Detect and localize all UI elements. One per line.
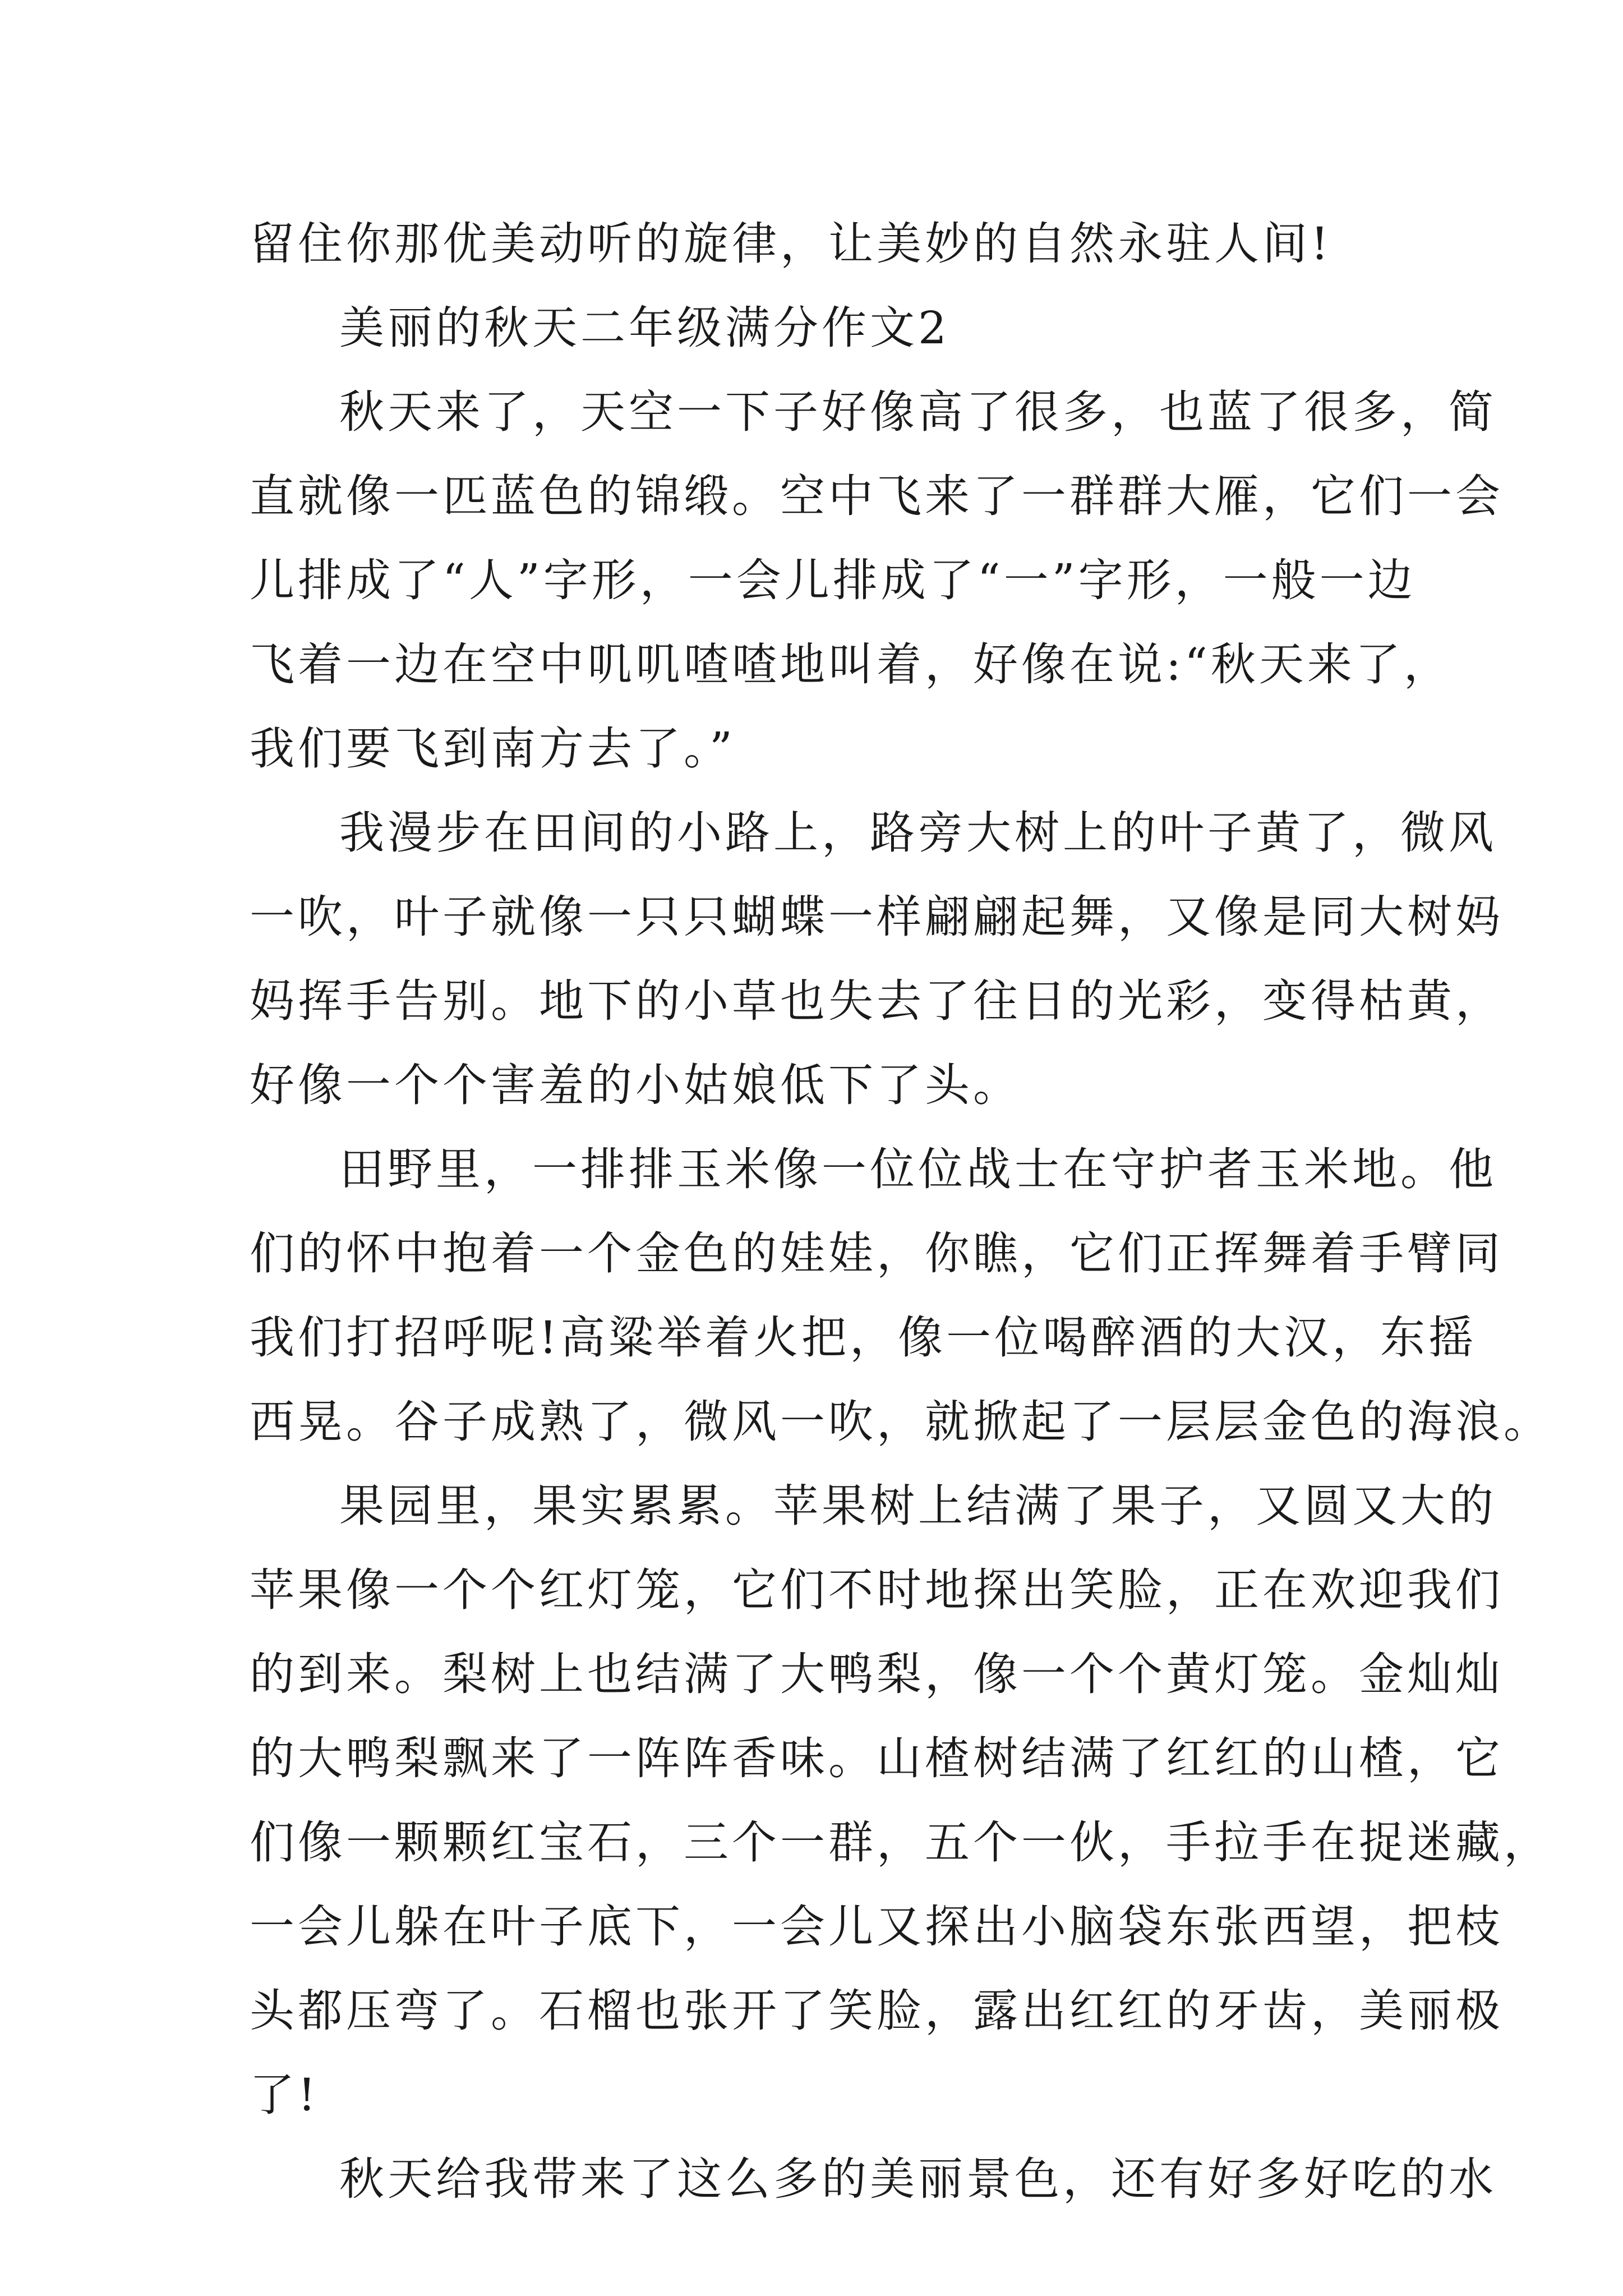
text-line: 们的怀中抱着一个金色的娃娃，你瞧，它们正挥舞着手臂同: [250, 1227, 1504, 1280]
text-line: 秋天来了，天空一下子好像高了很多，也蓝了很多，简: [339, 386, 1497, 438]
text-line: 的到来。梨树上也结满了大鸭梨，像一个个黄灯笼。金灿灿: [250, 1648, 1504, 1700]
text-line: 一吹，叶子就像一只只蝴蝶一样翩翩起舞，又像是同大树妈: [250, 891, 1504, 943]
text-line: 飞着一边在空中叽叽喳喳地叫着，好像在说:“秋天来了，: [250, 638, 1452, 691]
text-line: 妈挥手告别。地下的小草也失去了往日的光彩，变得枯黄，: [250, 975, 1504, 1027]
text-line: 田野里，一排排玉米像一位位战士在守护者玉米地。他: [339, 1143, 1497, 1195]
text-line: 头都压弯了。石榴也张开了笑脸，露出红红的牙齿，美丽极: [250, 1985, 1504, 2037]
text-line: 一会儿躲在叶子底下，一会儿又探出小脑袋东张西望，把枝: [250, 1901, 1504, 1953]
text-line: 苹果像一个个红灯笼，它们不时地探出笑脸，正在欢迎我们: [250, 1564, 1504, 1616]
essay-body: [250, 202, 1552, 2221]
essay-title: 美丽的秋天二年级满分作文2: [339, 302, 950, 354]
text-line: 我们打招呼呢!高粱举着火把，像一位喝醉酒的大汉，东摇: [250, 1312, 1477, 1364]
text-line: 我们要飞到南方去了。”: [250, 723, 736, 775]
text-line: 秋天给我带来了这么多的美丽景色，还有好多好吃的水: [339, 2153, 1497, 2205]
text-line: 西晃。谷子成熟了，微风一吹，就掀起了一层层金色的海浪。: [250, 1396, 1552, 1448]
text-line: 了!: [250, 2069, 320, 2121]
text-line: 我漫步在田间的小路上，路旁大树上的叶子黄了，微风: [339, 807, 1497, 859]
text-line: 果园里，果实累累。苹果树上结满了果子，又圆又大的: [339, 1480, 1497, 1532]
text-line: 好像一个个害羞的小姑娘低下了头。: [250, 1059, 1021, 1111]
text-line: 直就像一匹蓝色的锦缎。空中飞来了一群群大雁，它们一会: [250, 470, 1504, 522]
text-line: 们像一颗颗红宝石，三个一群，五个一伙，手拉手在捉迷藏，: [250, 1816, 1552, 1869]
text-line: 的大鸭梨飘来了一阵阵香味。山楂树结满了红红的山楂，它: [250, 1732, 1504, 1784]
text-line: 留住你那优美动听的旋律，让美妙的自然永驻人间!: [250, 218, 1332, 270]
text-line: 儿排成了“人”字形，一会儿排成了“一”字形，一般一边: [250, 554, 1416, 606]
